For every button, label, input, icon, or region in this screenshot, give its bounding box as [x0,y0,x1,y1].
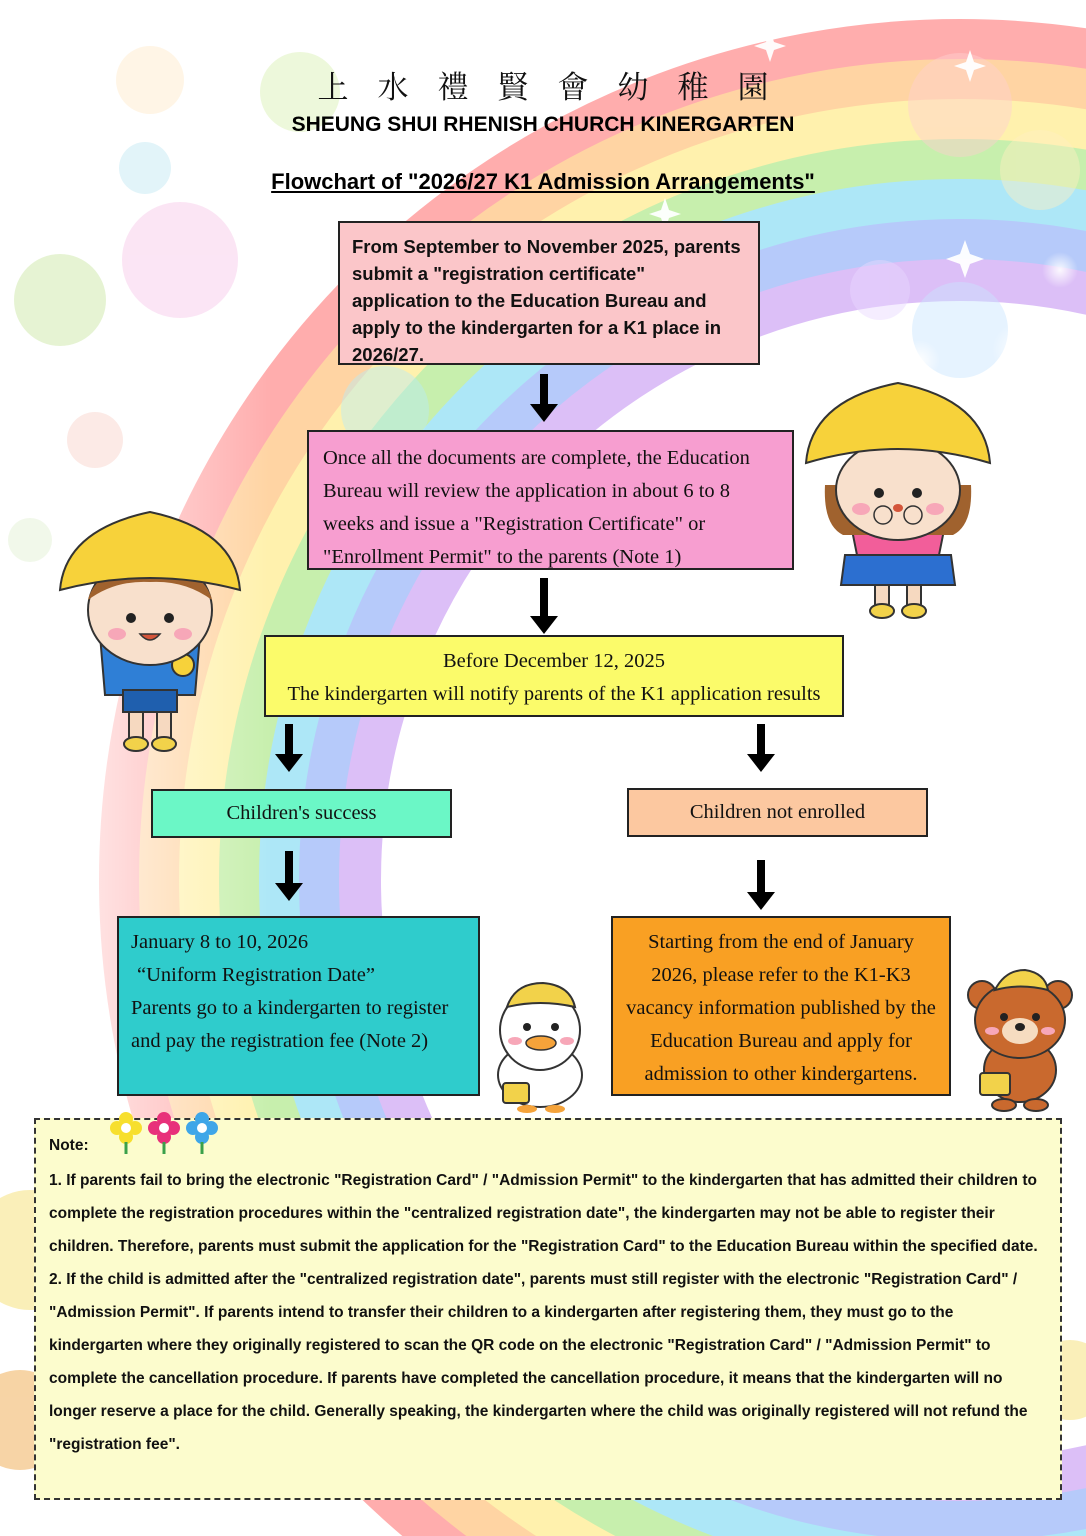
arrow-down-icon [746,860,776,912]
school-name-english: SHEUNG SHUI RHENISH CHURCH KINERGARTEN [291,113,795,136]
step-bureau-review-text: Once all the documents are complete, the Education Bureau will review the application in about 6 to 8 weeks and issue a "Registration Certificate" or "Enrollment Permit" to the parents (Note 1) [323,447,750,568]
notes-label: Note: [49,1137,89,1154]
step-registration-application [338,221,760,365]
note-1: 1. If parents fail to bring the electronic "Registration Card" / "Admission Permit" to the kindergarten that has admitted their children to complete the registration procedures within the "centralized registration date", the kindergarten may not be able to register their children. Therefore, parents must submit the application for the "Registration Card" to the Education Bureau within the specified date. [49,1172,1038,1255]
step-other-kindergartens [611,916,951,1096]
branch-not-enrolled [627,788,928,837]
arrow-down-icon [529,578,559,636]
flowers-icon [108,1108,220,1158]
branch-success [151,789,452,838]
step-notify-results-date: Before December 12, 2025 [443,650,665,672]
boy-illustration [55,500,245,755]
step-bureau-review [307,430,794,570]
other-kindergartens-text: Starting from the end of January 2026, please refer to the K1-K3 vacancy information published by the Education Bureau and apply for admission to other kindergartens. [626,931,936,1085]
flowchart-title: Flowchart of "2026/27 K1 Admission Arrangements" [271,169,815,194]
step-notify-results-text: The kindergarten will notify parents of the K1 application results [287,683,821,705]
duck-illustration [485,975,595,1115]
step-registration-application-text: From September to November 2025, parents submit a "registration certificate" application to the Education Bureau and apply to the kindergarten for a K1 place in 2026/27. [352,236,741,365]
uniform-registration-date: January 8 to 10, 2026 [131,931,309,953]
school-name-chinese: 上水禮賢會幼稚園 [317,70,798,106]
arrow-down-icon [529,374,559,424]
branch-success-label: Children's success [226,802,377,824]
girl-illustration [803,375,993,625]
arrow-down-icon [746,724,776,774]
bear-illustration [960,965,1080,1115]
step-notify-results [264,635,844,717]
uniform-registration-title: “Uniform Registration Date” [137,964,375,986]
step-uniform-registration [117,916,480,1096]
branch-not-enrolled-label: Children not enrolled [689,801,866,823]
note-2: 2. If the child is admitted after the "centralized registration date", parents must still register with the electronic "Registration Card" / "Admission Permit". If parents intend to transfer their children to a kindergarten after registering them, they must go to the kindergarten where they originally registered to scan the QR code on the electronic "Registration Card" / "Admission Permit" to complete the cancellation procedure. If parents have completed the cancellation procedure, it means that the kindergarten will no longer reserve a place for the child. Generally speaking, the kindergarten where the child was originally registered will not refund the "registration fee". [49,1271,1028,1453]
notes-panel [34,1118,1062,1500]
uniform-registration-text: Parents go to a kindergarten to register and pay the registration fee (Note 2) [131,997,449,1052]
arrow-down-icon [274,851,304,903]
arrow-down-icon [274,724,304,774]
